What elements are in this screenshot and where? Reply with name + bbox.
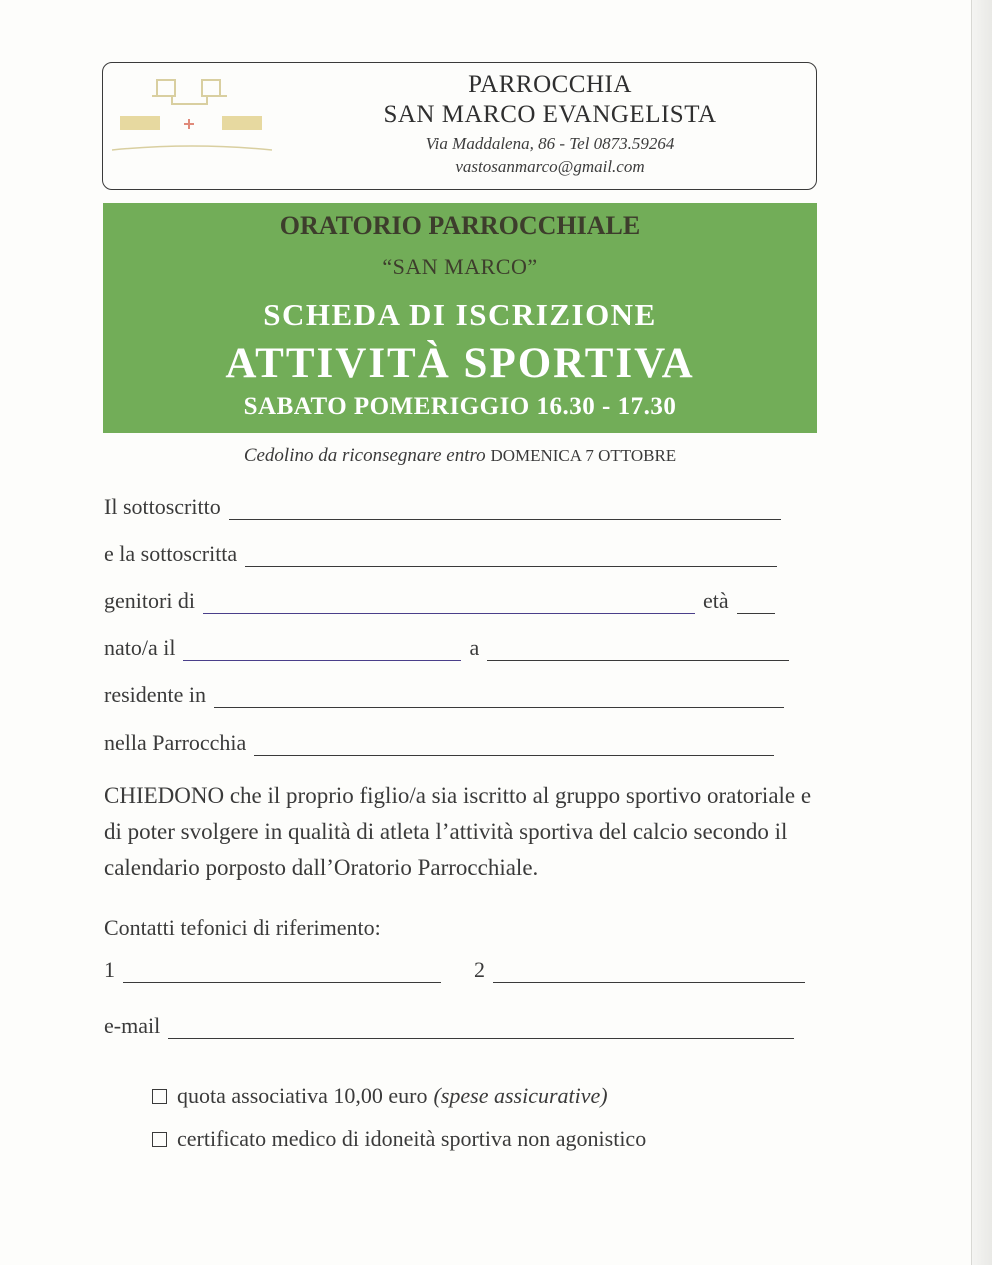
field-label: nato/a il (104, 635, 176, 660)
residence-input-line[interactable] (214, 687, 784, 708)
title-banner (103, 203, 817, 433)
field-phone-1 (104, 953, 441, 983)
field-label: genitori di (104, 588, 196, 613)
field-email (104, 1009, 794, 1039)
age-label: età (703, 588, 729, 613)
field-label: residente in (104, 682, 207, 707)
age-input-line[interactable] (737, 593, 775, 614)
field-sottoscritto (104, 490, 781, 520)
field-label: Il sottoscritto (104, 494, 221, 519)
field-parrocchia (104, 726, 774, 756)
parish-email: vastosanmarco@gmail.com (455, 157, 645, 176)
sottoscritta-input-line[interactable] (245, 546, 777, 567)
phone-2-input-line[interactable] (493, 962, 805, 983)
birth-date-input-line[interactable] (183, 640, 461, 661)
email-label: e-mail (104, 1013, 161, 1038)
deadline-date: DOMENICA 7 OTTOBRE (490, 446, 677, 465)
parish-input-line[interactable] (254, 735, 774, 756)
child-name-input-line[interactable] (203, 593, 695, 614)
field-nato (104, 631, 789, 661)
quota-note: (spese assicurative) (433, 1083, 608, 1108)
field-sottoscritta (104, 537, 777, 567)
banner-schedule: SABATO POMERIGGIO 16.30 - 17.30 (243, 393, 677, 420)
field-genitori (104, 584, 775, 614)
banner-name: “SAN MARCO” (382, 254, 538, 279)
parish-name: SAN MARCO EVANGELISTA (383, 101, 717, 128)
request-paragraph: CHIEDONO che il proprio figlio/a sia iscritto al gruppo sportivo oratoriale e di poter svolgere in qualità di atleta l’attività sportiva del calcio secondo il calendario porposto dall’Oratorio Parrocchiale. (104, 783, 812, 880)
parish-address: Via Maddalena, 86 - Tel 0873.59264 (425, 134, 675, 153)
quota-label: quota associativa 10,00 euro (177, 1083, 428, 1108)
certificate-checkbox[interactable] (152, 1132, 167, 1147)
banner-org: ORATORIO PARROCCHIALE (279, 211, 641, 240)
sottoscritto-input-line[interactable] (229, 499, 781, 520)
birth-place-input-line[interactable] (487, 640, 789, 661)
quota-checkbox[interactable] (152, 1089, 167, 1104)
field-residente (104, 678, 784, 708)
deadline-note (0, 445, 920, 467)
field-phone-2 (474, 953, 805, 983)
parish-label: PARROCCHIA (468, 71, 632, 98)
birth-place-label: a (469, 635, 480, 660)
page-edge (971, 0, 992, 1265)
header-text (340, 70, 760, 178)
phone-2-label: 2 (474, 957, 485, 982)
phone-1-input-line[interactable] (123, 962, 441, 983)
phone-1-label: 1 (104, 957, 115, 982)
quota-checkbox-row[interactable] (152, 1083, 608, 1109)
field-label: e la sottoscritta (104, 541, 238, 566)
deadline-text: Cedolino da riconsegnare entro (243, 445, 486, 466)
email-input-line[interactable] (168, 1018, 794, 1039)
contacts-label: Contatti tefonici di riferimento: (104, 915, 381, 940)
certificate-label: certificato medico di idoneità sportiva non agonistico (177, 1126, 647, 1151)
field-label: nella Parrocchia (104, 730, 247, 755)
certificate-checkbox-row[interactable] (152, 1126, 646, 1152)
church-logo-icon (112, 72, 272, 162)
banner-title: SCHEDA DI ISCRIZIONE (263, 297, 657, 332)
banner-subtitle: ATTIVITÀ SPORTIVA (225, 340, 695, 387)
